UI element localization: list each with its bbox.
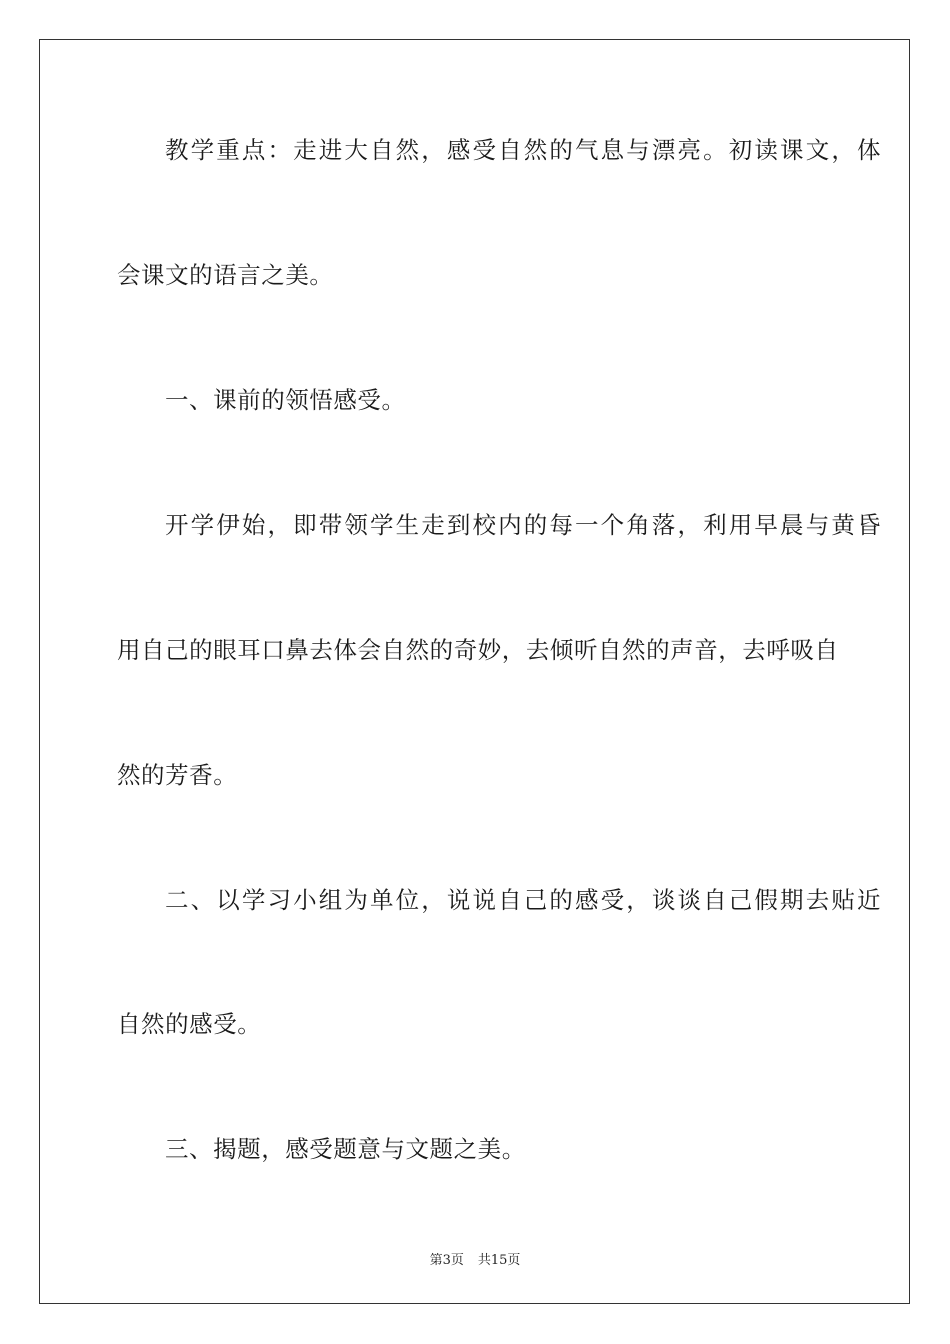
page-border xyxy=(39,39,910,1304)
paragraph-line: 然的芳香。 xyxy=(117,761,238,789)
section-heading: 二、以学习小组为单位，说说自己的感受，谈谈自己假期去贴近 xyxy=(165,886,881,914)
paragraph-line: 教学重点：走进大自然，感受自然的气息与漂亮。初读课文，体 xyxy=(165,136,881,164)
paragraph-line: 会课文的语言之美。 xyxy=(117,261,334,289)
paragraph-line: 自然的感受。 xyxy=(117,1010,262,1038)
section-heading: 一、课前的领悟感受。 xyxy=(165,386,406,414)
paragraph-line: 用自己的眼耳口鼻去体会自然的奇妙，去倾听自然的声音，去呼吸自 xyxy=(117,636,839,664)
paragraph-line: 开学伊始，即带领学生走到校内的每一个角落，利用早晨与黄昏 xyxy=(165,511,881,539)
page-total: 共15页 xyxy=(477,1253,521,1268)
page-footer xyxy=(0,1249,950,1268)
section-heading: 三、揭题，感受题意与文题之美。 xyxy=(165,1135,526,1163)
page-number: 第3页 xyxy=(429,1253,464,1268)
